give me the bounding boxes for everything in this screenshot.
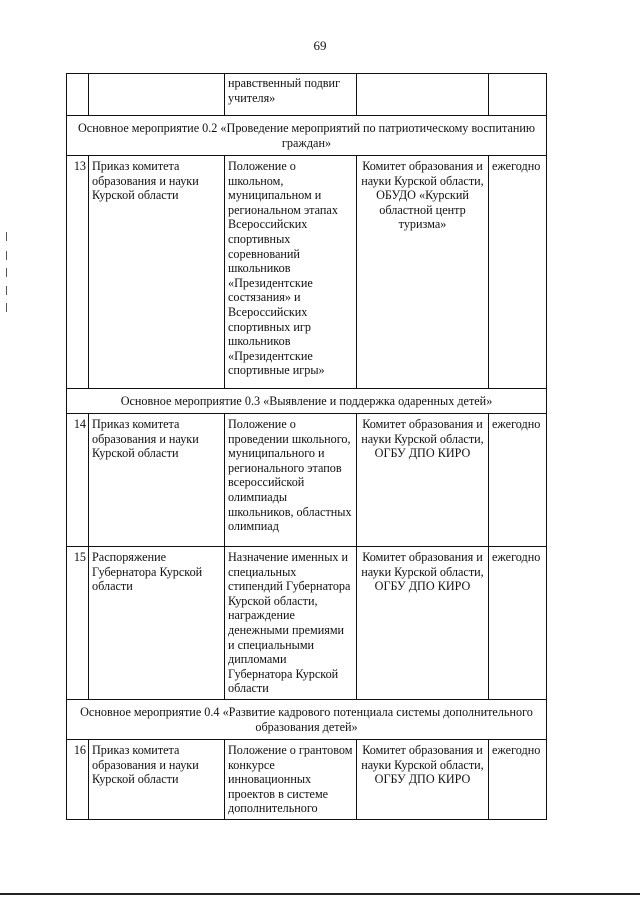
scan-mark bbox=[6, 286, 7, 295]
responsible-cell: Комитет образования и науки Курской области, ОБУДО «Курский областной центр туризма» bbox=[357, 156, 489, 389]
section-title: Основное мероприятие 0.3 «Выявление и поддержка одаренных детей» bbox=[67, 389, 547, 414]
row-number-cell: 13 bbox=[67, 156, 89, 389]
row-number-cell: 16 bbox=[67, 739, 89, 819]
scan-mark bbox=[6, 232, 7, 241]
row-number-cell bbox=[67, 74, 89, 116]
scan-mark bbox=[6, 251, 7, 260]
section-title: Основное мероприятие 0.2 «Проведение мероприятий по патриотическому воспитанию граждан» bbox=[67, 116, 547, 156]
section-header-row bbox=[67, 699, 547, 739]
document-cell: Приказ комитета образования и науки Курской области bbox=[89, 739, 225, 819]
responsible-cell bbox=[357, 74, 489, 116]
period-cell: ежегодно bbox=[489, 739, 547, 819]
document-cell: Распоряжение Губернатора Курской области bbox=[89, 547, 225, 700]
document-cell: Приказ комитета образования и науки Курской области bbox=[89, 156, 225, 389]
responsible-cell: Комитет образования и науки Курской области, ОГБУ ДПО КИРО bbox=[357, 547, 489, 700]
description-cell: Положение о грантовом конкурсе инновационных проектов в системе дополнительного bbox=[225, 739, 357, 819]
table-row bbox=[67, 547, 547, 700]
responsible-cell: Комитет образования и науки Курской области, ОГБУ ДПО КИРО bbox=[357, 739, 489, 819]
period-cell: ежегодно bbox=[489, 156, 547, 389]
document-cell: Приказ комитета образования и науки Курской области bbox=[89, 414, 225, 547]
scan-mark bbox=[6, 303, 7, 312]
document-cell bbox=[89, 74, 225, 116]
description-cell: нравственный подвиг учителя» bbox=[225, 74, 357, 116]
responsible-cell: Комитет образования и науки Курской области, ОГБУ ДПО КИРО bbox=[357, 414, 489, 547]
description-cell: Положение о проведении школьного, муниципального и регионального этапов всероссийской олимпиады школьников, областных олимпиад bbox=[225, 414, 357, 547]
table-row bbox=[67, 414, 547, 547]
table-row bbox=[67, 156, 547, 389]
period-cell bbox=[489, 74, 547, 116]
section-title: Основное мероприятие 0.4 «Развитие кадрового потенциала системы дополнительного образования детей» bbox=[67, 699, 547, 739]
row-number-cell: 14 bbox=[67, 414, 89, 547]
section-header-row bbox=[67, 389, 547, 414]
section-header-row bbox=[67, 116, 547, 156]
period-cell: ежегодно bbox=[489, 547, 547, 700]
row-number-cell: 15 bbox=[67, 547, 89, 700]
page-number: 69 bbox=[313, 38, 327, 53]
measures-table bbox=[66, 73, 547, 820]
description-cell: Положение о школьном, муниципальном и региональном этапах Всероссийских спортивных соревнований школьников «Президентские состязания» и Всероссийских спортивных игр школьников «Президентские спортивные игры» bbox=[225, 156, 357, 389]
page-bottom-edge bbox=[0, 893, 640, 895]
table-row bbox=[67, 74, 547, 116]
table-row bbox=[67, 739, 547, 819]
period-cell: ежегодно bbox=[489, 414, 547, 547]
scan-mark bbox=[6, 268, 7, 277]
description-cell: Назначение именных и специальных стипендий Губернатора Курской области, награждение денежными премиями и специальными дипломами Губернатора Курской области bbox=[225, 547, 357, 700]
